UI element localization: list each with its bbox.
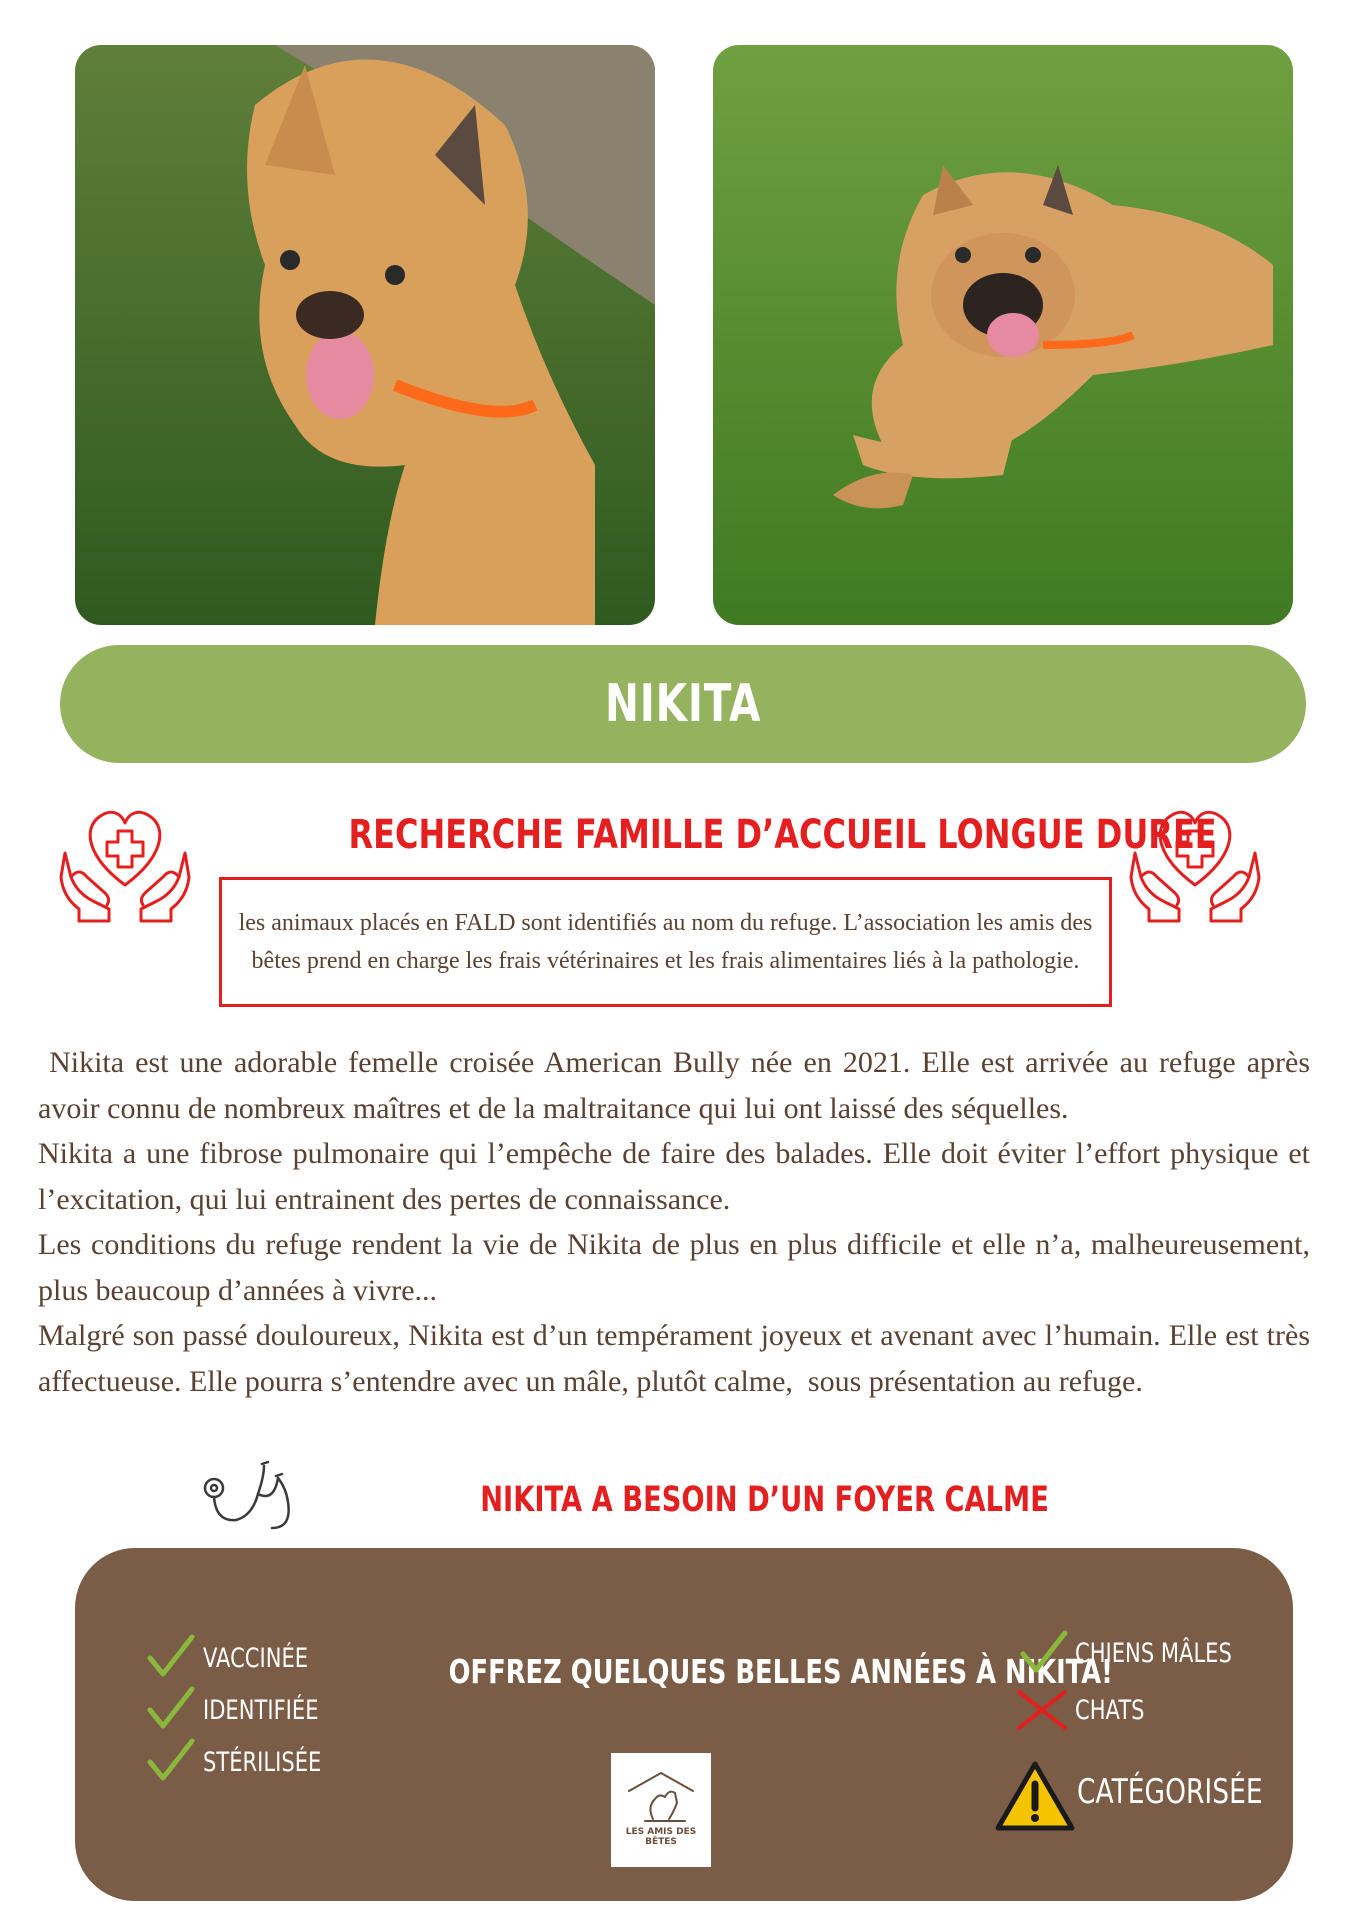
dog-photo-2 — [713, 45, 1293, 625]
health-vaccinated: VACCINÉE — [203, 1643, 309, 1674]
compat-cats: CHATS — [1075, 1695, 1145, 1726]
warning-categorized: CATÉGORISÉE — [1077, 1772, 1263, 1812]
cross-icon — [1015, 1688, 1069, 1732]
shelter-logo — [611, 1753, 711, 1867]
check-icon — [147, 1738, 195, 1782]
subheading-text: NIKITA A BESOIN D’UN FOYER CALME — [480, 1480, 1049, 1520]
description — [38, 1040, 1318, 1404]
logo-text: LES AMIS DES BÊTES — [625, 1827, 697, 1847]
stethoscope-icon — [200, 1458, 296, 1538]
description-paragraph: Les conditions du refuge rendent la vie de Nikita de plus en plus difficile et elle n’a, malheureusement, plus beaucoup d’années à vivre... — [38, 1228, 1310, 1307]
dog-photo-1 — [75, 45, 655, 625]
description-paragraph: Malgré son passé douloureux, Nikita est d’un tempérament joyeux et avenant avec l’humain. Elle est très affectueuse. Elle pourra s’entendre avec un mâle, plutôt calme, sous présentation au refuge. — [38, 1319, 1318, 1398]
name-banner — [60, 645, 1306, 763]
notice-box — [219, 877, 1112, 1007]
check-icon — [1020, 1630, 1068, 1674]
check-icon — [147, 1686, 195, 1730]
tagline — [355, 1652, 1113, 1691]
animal-name: NIKITA — [604, 674, 762, 734]
description-paragraph: Nikita est une adorable femelle croisée American Bully née en 2021. Elle est arrivée au refuge après avoir connu de nombreux maîtres et de la maltraitance qui lui ont laissé des séquelles. — [38, 1046, 1318, 1125]
notice-text: les animaux placés en FALD sont identifiés au nom du refuge. L’association les amis des bêtes prend en charge les frais vétérinaires et les frais alimentaires liés à la pathologie. — [238, 910, 1093, 974]
health-sterilized: STÉRILISÉE — [203, 1747, 322, 1778]
headline-text: RECHERCHE FAMILLE D’ACCUEIL LONGUE DUREE — [348, 812, 1217, 858]
compat-male-dogs: CHIENS MÂLES — [1075, 1638, 1232, 1669]
tagline-text: OFFREZ QUELQUES BELLES ANNÉES À NIKITA! — [448, 1652, 1113, 1691]
subheading — [400, 1480, 1049, 1520]
warning-icon — [995, 1760, 1075, 1832]
info-panel — [75, 1548, 1293, 1901]
check-icon — [147, 1634, 195, 1678]
shelter-house-icon — [625, 1769, 697, 1825]
heart-cross-hands-icon — [57, 797, 193, 923]
health-identified: IDENTIFIÉE — [203, 1695, 319, 1726]
description-paragraph: Nikita a une fibrose pulmonaire qui l’empêche de faire des balades. Elle doit éviter l’effort physique et l’excitation, qui lui entrainent des pertes de connaissance. — [38, 1137, 1310, 1216]
headline — [240, 812, 1217, 858]
